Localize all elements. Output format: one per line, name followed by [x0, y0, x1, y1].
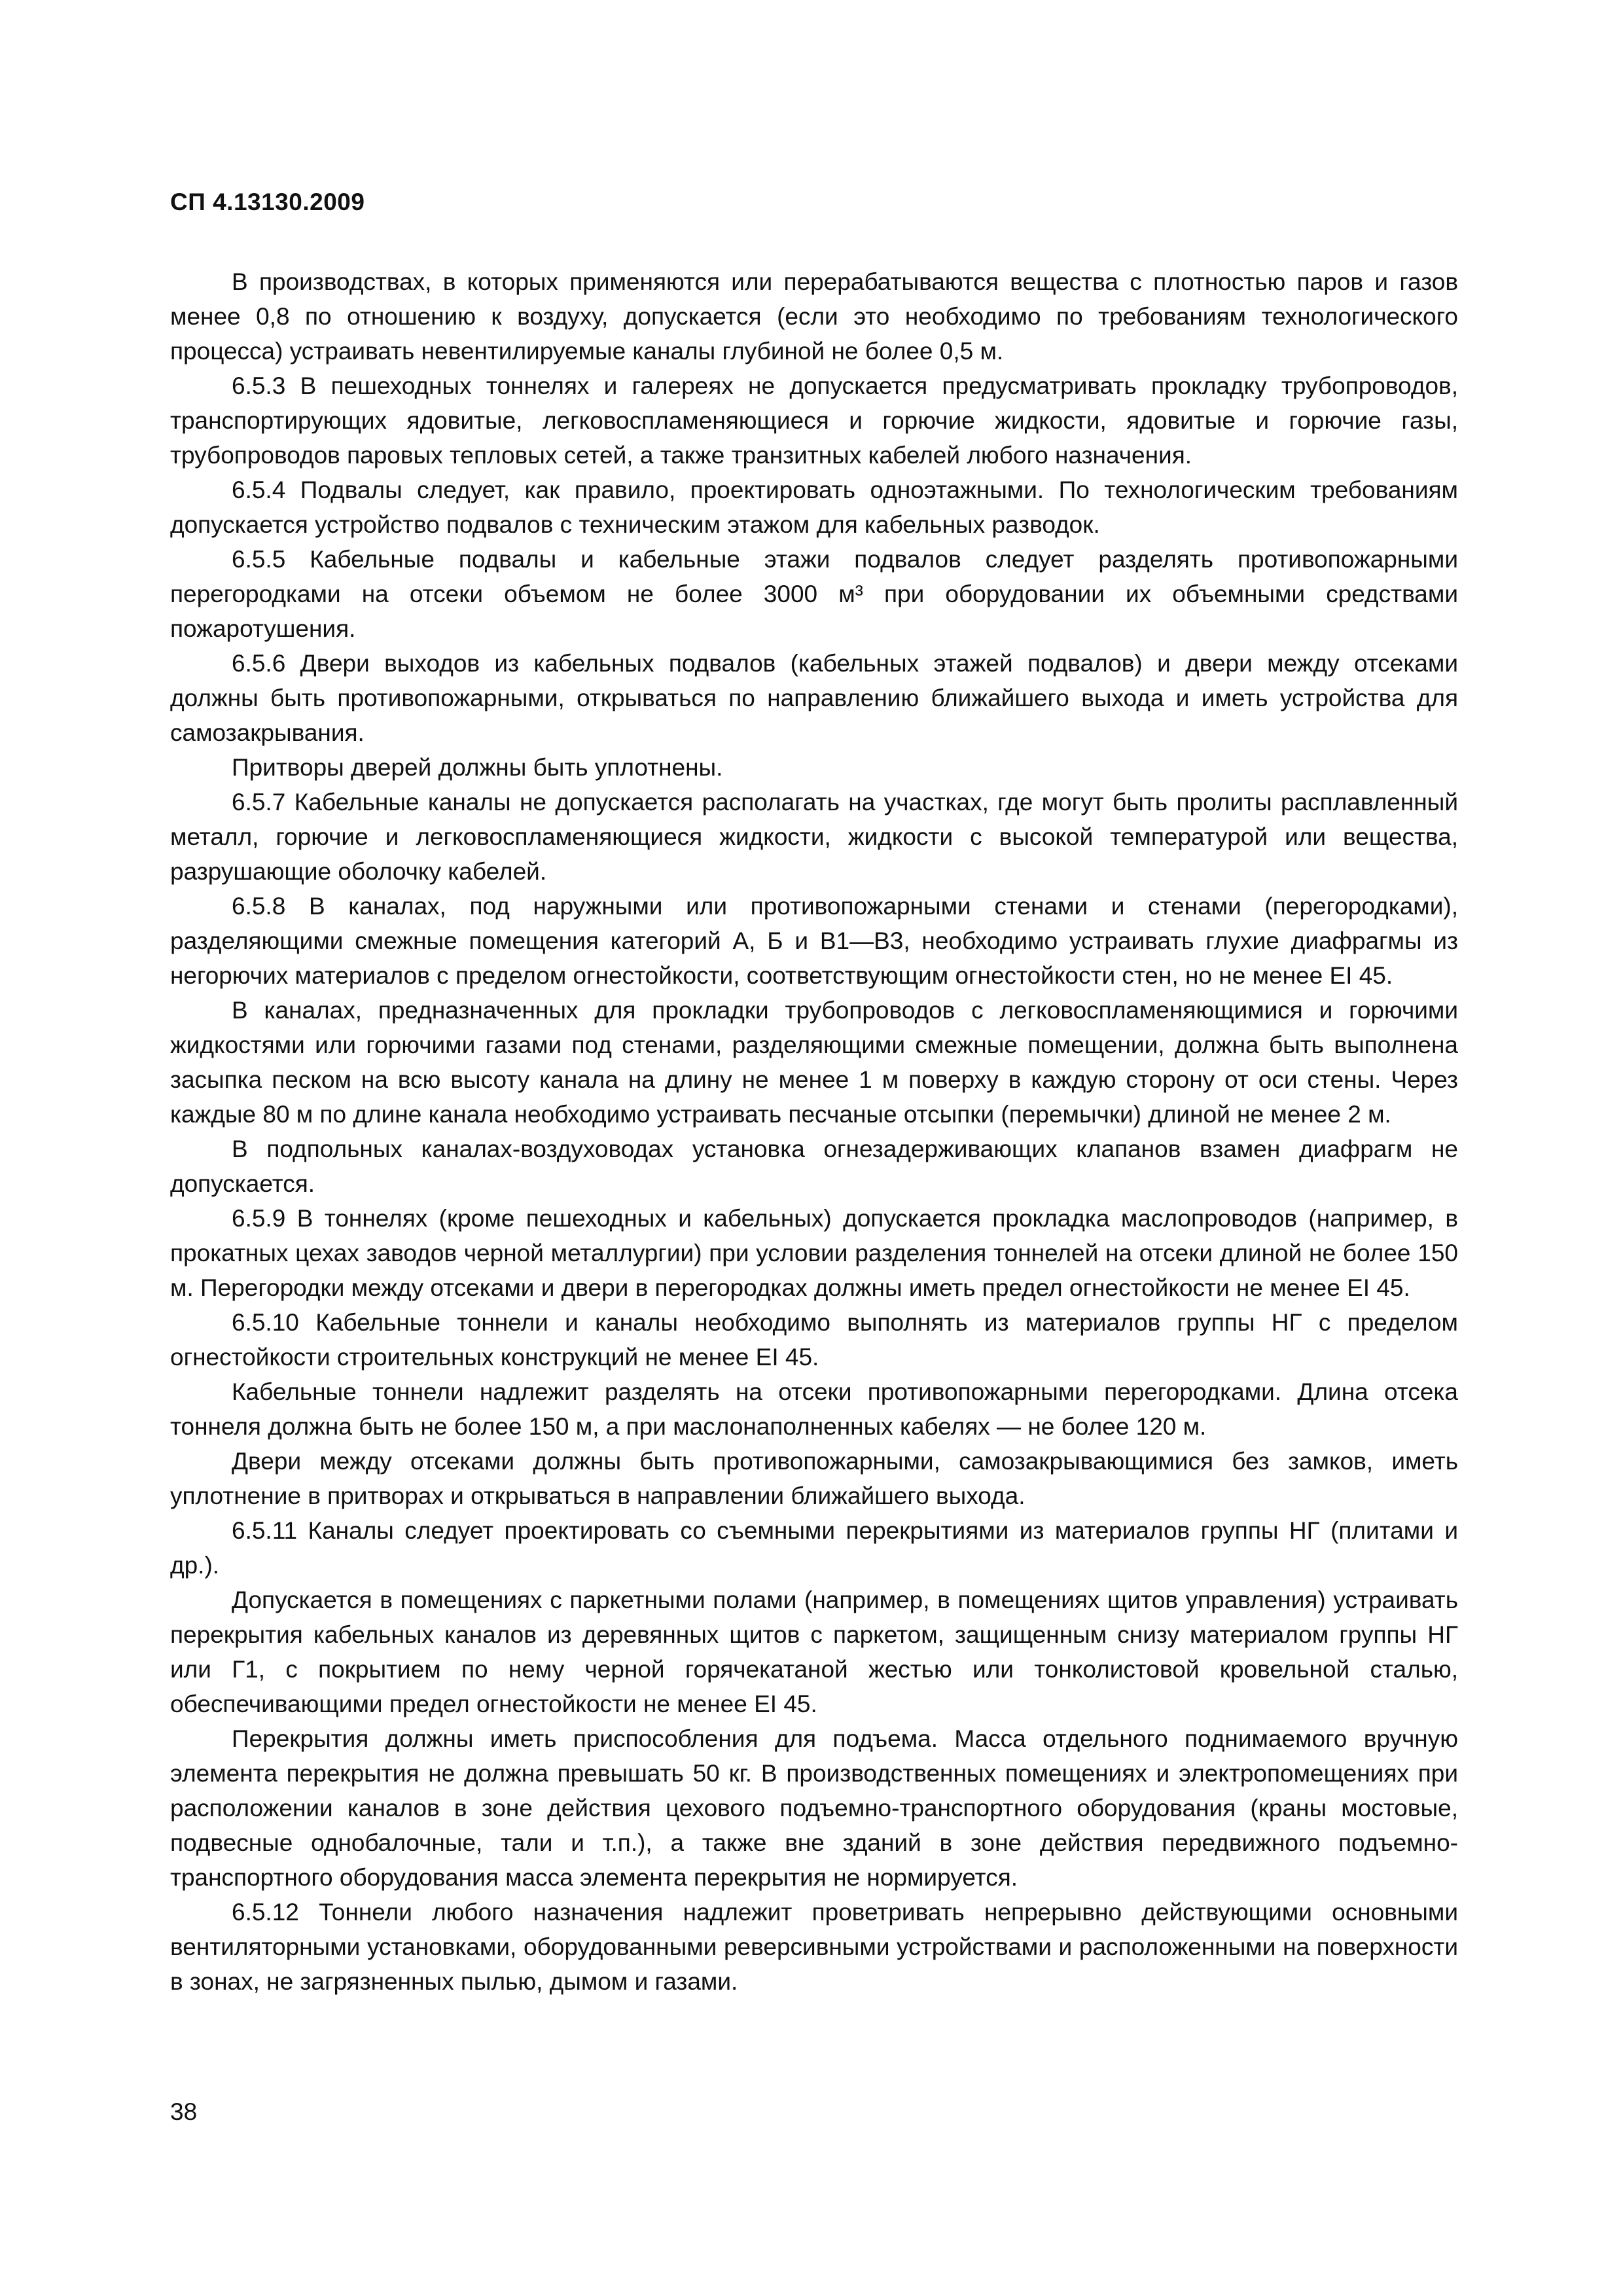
paragraph: В производствах, в которых применяются или перерабатываются вещества с плотностью паров и газов менее 0,8 по отношению к воздуху, допускается (если это необходимо по требованиям технологического процесса) устраивать невентилируемые каналы глубиной не более 0,5 м. [170, 268, 1458, 365]
paragraph: В подпольных каналах-воздуховодах установка огнезадерживающих клапанов взамен диафрагм не допускается. [170, 1136, 1458, 1197]
paragraph: 6.5.3 В пешеходных тоннелях и галереях не допускается предусматривать прокладку трубопроводов, транспортирующих ядовитые, легковоспламеняющиеся и горючие жидкости, ядовитые и горючие газы, трубопроводов паровых тепловых сетей, а также транзитных кабелей любого назначения. [170, 372, 1458, 469]
paragraph: Двери между отсеками должны быть противопожарными, самозакрывающимися без замков, иметь уплотнение в притворах и открываться в направлении ближайшего выхода. [170, 1448, 1458, 1509]
paragraph: Допускается в помещениях с паркетными полами (например, в помещениях щитов управления) устраивать перекрытия кабельных каналов из деревянных щитов с паркетом, защищенным снизу материалом группы НГ или Г1, с покрытием по нему черной горячекатаной жестью или тонколистовой кровельной сталью, обеспечивающими предел огнестойкости не менее EI 45. [170, 1587, 1458, 1717]
paragraph: 6.5.7 Кабельные каналы не допускается располагать на участках, где могут быть пролиты расплавленный металл, горючие и легковоспламеняющиеся жидкости, жидкости с высокой температурой или вещества, разрушающие оболочку кабелей. [170, 789, 1458, 885]
paragraph: В каналах, предназначенных для прокладки трубопроводов с легковоспламеняющимися и горючими жидкостями или горючими газами под стенами, разделяющими смежные помещении, должна быть выполнена засыпка песком на всю высоту канала на длину не менее 1 м поверху в каждую сторону от оси стены. Через каждые 80 м по длине канала необходимо устраивать песчаные отсыпки (перемычки) длиной не менее 2 м. [170, 997, 1458, 1128]
page-number: 38 [170, 2098, 198, 2125]
document-body [170, 264, 1458, 1999]
paragraph: 6.5.10 Кабельные тоннели и каналы необходимо выполнять из материалов группы НГ с пределом огнестойкости строительных конструкций не менее EI 45. [170, 1309, 1458, 1371]
paragraph: Перекрытия должны иметь приспособления для подъема. Масса отдельного поднимаемого вручную элемента перекрытия не должна превышать 50 кг. В производственных помещениях и электропомещениях при расположении каналов в зоне действия цехового подъемно-транспортного оборудования (краны мостовые, подвесные однобалочные, тали и т.п.), а также вне зданий в зоне действия передвижного подъемно-транспортного оборудования масса элемента перекрытия не нормируется. [170, 1725, 1458, 1891]
paragraph: 6.5.6 Двери выходов из кабельных подвалов (кабельных этажей подвалов) и двери между отсеками должны быть противопожарными, открываться по направлению ближайшего выхода и иметь устройства для самозакрывания. [170, 650, 1458, 746]
paragraph: 6.5.12 Тоннели любого назначения надлежит проветривать непрерывно действующими основными вентиляторными установками, оборудованными реверсивными устройствами и расположенными на поверхности в зонах, не загрязненных пылью, дымом и газами. [170, 1899, 1458, 1995]
document-code-header: СП 4.13130.2009 [170, 188, 365, 215]
paragraph: 6.5.9 В тоннелях (кроме пешеходных и кабельных) допускается прокладка маслопроводов (например, в прокатных цехах заводов черной металлургии) при условии разделения тоннелей на отсеки длиной не более 150 м. Перегородки между отсеками и двери в перегородках должны иметь предел огнестойкости не менее EI 45. [170, 1205, 1458, 1301]
paragraph: 6.5.11 Каналы следует проектировать со съемными перекрытиями из материалов группы НГ (плитами и др.). [170, 1517, 1458, 1579]
paragraph: 6.5.8 В каналах, под наружными или противопожарными стенами и стенами (перегородками), разделяющими смежные помещения категорий А, Б и В1—В3, необходимо устраивать глухие диафрагмы из негорючих материалов с пределом огнестойкости, соответствующим огнестойкости стен, но не менее EI 45. [170, 893, 1458, 989]
paragraph: 6.5.5 Кабельные подвалы и кабельные этажи подвалов следует разделять противопожарными перегородками на отсеки объемом не более 3000 м³ при оборудовании их объемными средствами пожаротушения. [170, 546, 1458, 642]
paragraph: 6.5.4 Подвалы следует, как правило, проектировать одноэтажными. По технологическим требованиям допускается устройство подвалов с техническим этажом для кабельных разводок. [170, 476, 1458, 538]
paragraph: Притворы дверей должны быть уплотнены. [232, 754, 723, 781]
paragraph: Кабельные тоннели надлежит разделять на отсеки противопожарными перегородками. Длина отсека тоннеля должна быть не более 150 м, а при маслонаполненных кабелях — не более 120 м. [170, 1378, 1458, 1440]
